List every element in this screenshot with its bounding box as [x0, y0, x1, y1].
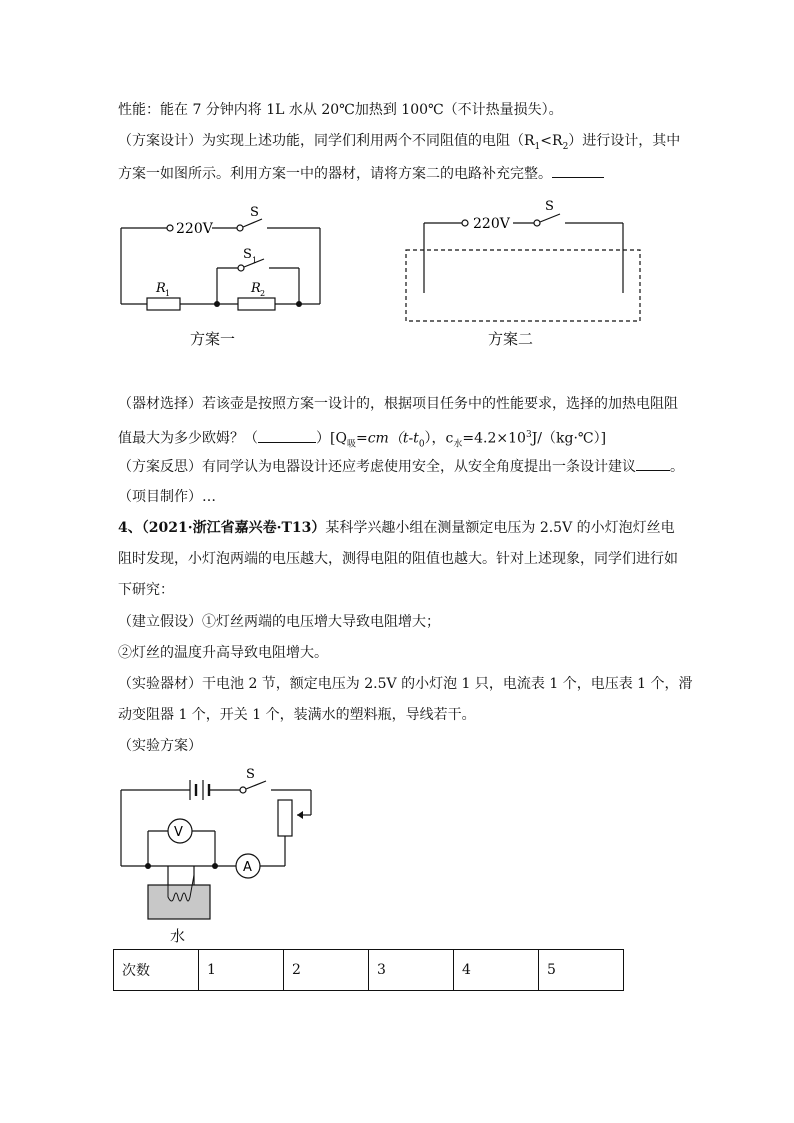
voltage-label: 220V: [176, 221, 213, 237]
switch-label-s1: S: [243, 247, 252, 262]
equipment-list-cont: 动变阻器 1 个，开关 1 个，装满水的塑料瓶，导线若干。: [118, 707, 476, 723]
switch-label-s1-sub: 1: [252, 256, 258, 265]
table-cell: 5: [539, 950, 624, 991]
dashed-box: [406, 250, 640, 321]
caption-plan-2: 方案二: [488, 330, 534, 348]
hypothesis-2: ②灯丝的温度升高导致电阻增大。: [118, 645, 328, 661]
ammeter-label: A: [243, 860, 252, 875]
line-performance: 性能：能在 7 分钟内将 1L 水从 20℃加热到 100℃（不计热量损失）。: [118, 102, 563, 118]
question-4: 4、（2021·浙江省嘉兴卷·T13）某科学兴趣小组在测量额定电压为 2.5V 的小灯泡灯丝电: [118, 520, 675, 536]
line-equipment: （器材选择）若该壶是按照方案一设计的，根据项目任务中的性能要求，选择的加热电阻阻: [118, 396, 678, 412]
line-design: （方案设计）为实现上述功能，同学们利用两个不同阻值的电阻$(R_1<R_2)$进行设计，其中: [118, 133, 681, 152]
line-equipment-cont: 值最大为多少欧姆？（ ）[$Q_吸=cm(t-t_0)$，$c_水=4.2\times 10^3J/(kg\cdot℃)$]: [118, 425, 606, 454]
circuit-diagram-plan-2: [400, 195, 650, 330]
table-header-cell: 次数: [114, 950, 199, 991]
line-reflection: （方案反思）有同学认为电器设计还应考虑使用安全，从安全角度提出一条设计建议 。: [118, 456, 684, 477]
resistor-label-r2-sub: 2: [260, 289, 266, 298]
experiment-plan-heading: （实验方案）: [118, 738, 202, 754]
resistor-label-r2: R: [251, 281, 261, 296]
answer-blank[interactable]: [552, 163, 604, 178]
line-design-cont: 方案一如图所示。利用方案一中的器材，请将方案二的电路补充完整。: [118, 163, 604, 184]
answer-blank[interactable]: [258, 428, 316, 443]
voltage-label: 220V: [473, 216, 510, 232]
water-container: [148, 885, 210, 919]
water-caption: 水: [170, 927, 186, 945]
resistor-label-r1: R: [156, 281, 166, 296]
resistor-label-r1-sub: 1: [165, 289, 171, 298]
answer-blank[interactable]: [636, 456, 670, 471]
switch-label-s: S: [246, 767, 255, 782]
question-4-line-3: 下研究：: [118, 582, 174, 598]
table-cell: 1: [199, 950, 284, 991]
trials-table: [113, 949, 624, 991]
table-cell: 4: [454, 950, 539, 991]
junction-dot: [212, 863, 218, 869]
switch-label-s: S: [545, 199, 554, 214]
line-production: （项目制作）…: [118, 489, 216, 505]
experiment-circuit-diagram: [110, 765, 330, 950]
question-4-line-2: 阻时发现，小灯泡两端的电压越大，测得电阻的阻值也越大。针对上述现象，同学们进行如: [118, 551, 678, 567]
table-cell: 3: [369, 950, 454, 991]
junction-dot: [145, 863, 151, 869]
equipment-list: （实验器材）干电池 2 节，额定电压为 2.5V 的小灯泡 1 只，电流表 1 个，电压表 1 个，滑: [118, 676, 693, 692]
table-row: [114, 950, 624, 991]
voltmeter-label: V: [174, 825, 183, 840]
junction-dot: [296, 301, 302, 307]
switch-label-s: S: [250, 205, 259, 220]
table-cell: 2: [284, 950, 369, 991]
hypothesis-1: （建立假设）①灯丝两端的电压增大导致电阻增大；: [118, 614, 440, 630]
caption-plan-1: 方案一: [190, 330, 236, 348]
junction-dot: [214, 301, 220, 307]
